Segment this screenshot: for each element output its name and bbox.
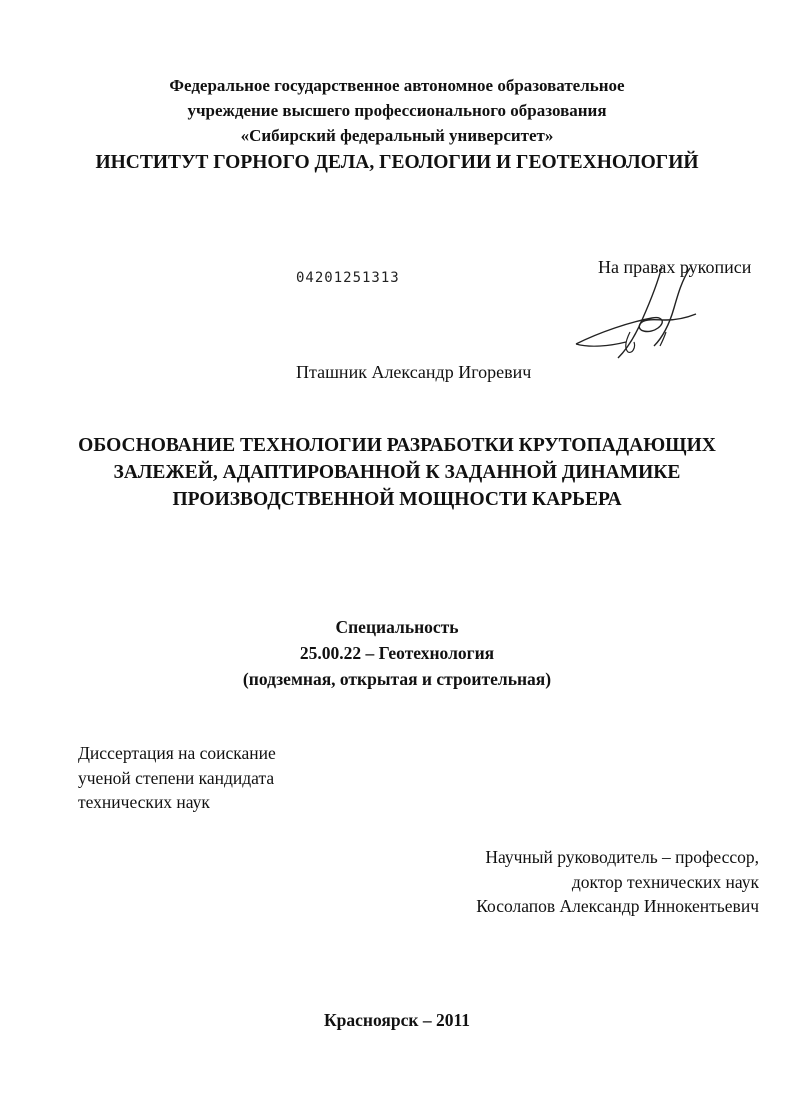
dissertation-line: технических наук — [78, 792, 210, 812]
specialty-block — [0, 614, 794, 692]
header-line: «Сибирский федеральный университет» — [240, 126, 554, 145]
signature-icon — [570, 262, 710, 372]
city-year: Красноярск – 2011 — [323, 1010, 471, 1030]
manuscript-rights: На правах рукописи — [598, 257, 752, 277]
header-line: Федеральное государственное автономное образовательное — [169, 76, 625, 95]
dissertation-info — [78, 741, 408, 815]
header-line: учреждение высшего профессионального образования — [187, 101, 607, 120]
specialty-label: Специальность — [335, 617, 459, 637]
organization-header — [0, 73, 794, 148]
supervisor-line: Косолапов Александр Иннокентьевич — [476, 896, 759, 916]
dissertation-line: ученой степени кандидата — [78, 767, 275, 788]
supervisor-info — [359, 845, 759, 919]
dissertation-line: Диссертация на соискание — [78, 743, 276, 763]
serial-number: 04201251313 — [296, 270, 400, 286]
title-line: ПРОИЗВОДСТВЕННОЙ МОЩНОСТИ КАРЬЕРА — [172, 489, 622, 510]
supervisor-line: доктор технических наук — [571, 871, 759, 892]
institute-name: ИНСТИТУТ ГОРНОГО ДЕЛА, ГЕОЛОГИИ И ГЕОТЕХНОЛОГИЙ — [95, 152, 699, 173]
dissertation-title — [0, 432, 794, 513]
supervisor-line: Научный руководитель – профессор, — [485, 847, 759, 867]
specialty-detail: (подземная, открытая и строительная) — [242, 669, 552, 689]
title-line: ЗАЛЕЖЕЙ, АДАПТИРОВАННОЙ К ЗАДАННОЙ ДИНАМИКЕ — [113, 462, 681, 483]
title-line: ОБОСНОВАНИЕ ТЕХНОЛОГИИ РАЗРАБОТКИ КРУТОПАДАЮЩИХ — [78, 435, 716, 456]
specialty-code: 25.00.22 – Геотехнология — [299, 643, 495, 663]
author-name: Пташник Александр Игоревич — [296, 362, 532, 382]
